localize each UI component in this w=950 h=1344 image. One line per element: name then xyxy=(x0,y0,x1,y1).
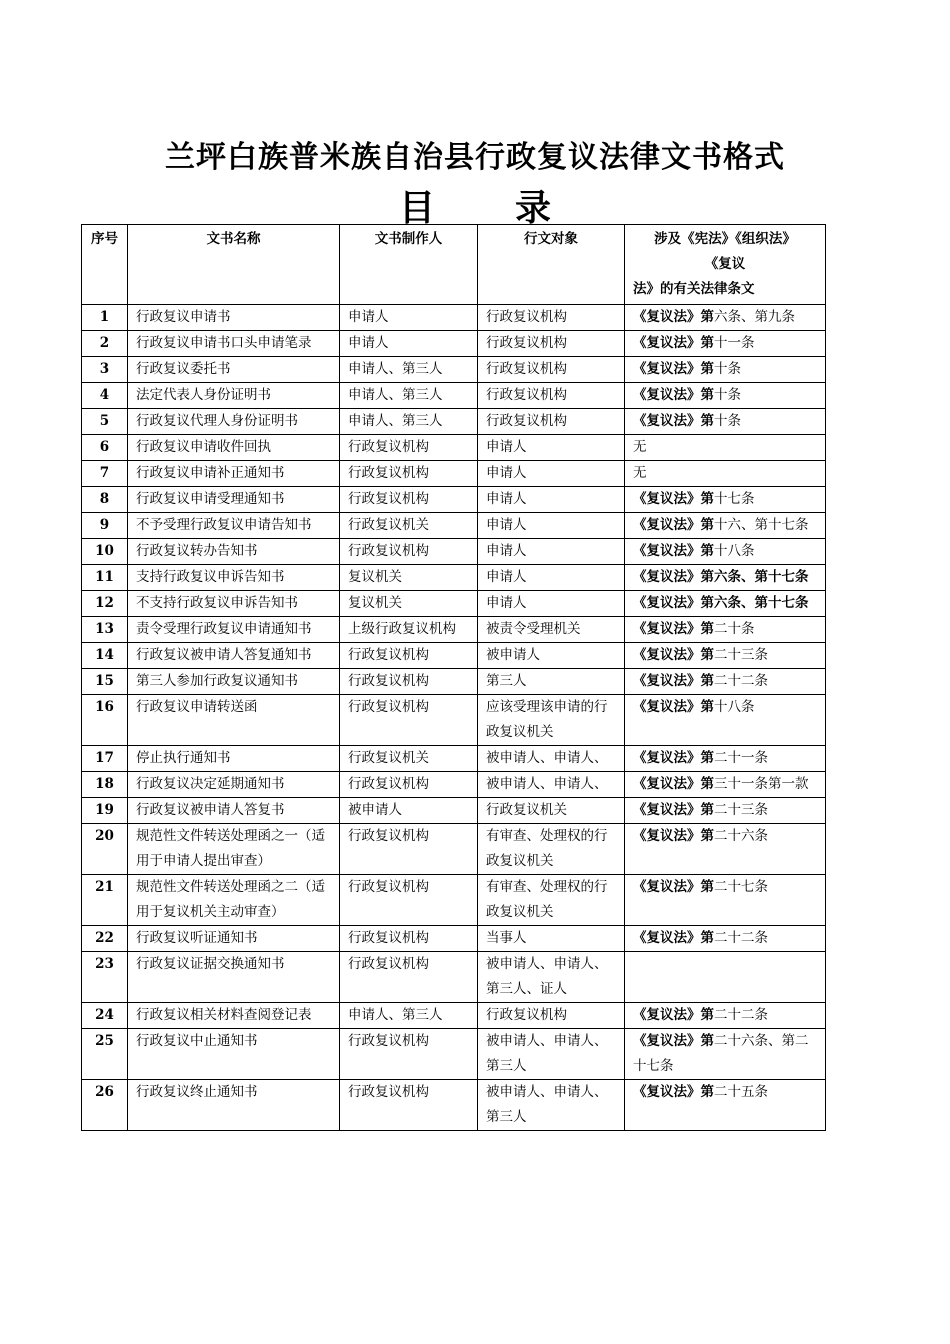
law-book-reference: 《复议法》第 xyxy=(633,673,714,689)
law-article-text: 二十条 xyxy=(714,621,755,637)
row-target: 申请人 xyxy=(478,461,625,487)
row-number: 13 xyxy=(82,617,128,643)
row-document-maker: 行政复议机构 xyxy=(340,772,478,798)
table-header-row xyxy=(82,225,826,305)
header-maker: 文书制作人 xyxy=(340,225,478,305)
row-number: 3 xyxy=(82,357,128,383)
row-document-maker: 申请人、第三人 xyxy=(340,357,478,383)
row-law-articles xyxy=(625,487,826,513)
table-row xyxy=(82,952,826,1003)
row-law-articles xyxy=(625,1003,826,1029)
header-num: 序号 xyxy=(82,225,128,305)
row-target: 申请人 xyxy=(478,435,625,461)
table-row xyxy=(82,513,826,539)
row-document-maker: 行政复议机构 xyxy=(340,695,478,746)
row-document-maker: 行政复议机构 xyxy=(340,539,478,565)
law-article-text: 二十七条 xyxy=(714,879,768,895)
row-law-articles xyxy=(625,695,826,746)
table-row xyxy=(82,357,826,383)
table-row xyxy=(82,798,826,824)
law-article-text: 二十二条 xyxy=(714,930,768,946)
row-law-articles xyxy=(625,305,826,331)
table-row xyxy=(82,409,826,435)
row-document-name: 行政复议相关材料查阅登记表 xyxy=(128,1003,340,1029)
law-book-reference: 《复议法》第 xyxy=(633,621,714,637)
table-row xyxy=(82,539,826,565)
law-book-reference: 《复议法》第 xyxy=(633,517,714,533)
table-row xyxy=(82,1080,826,1131)
row-number: 20 xyxy=(82,824,128,875)
table-row xyxy=(82,824,826,875)
law-book-reference: 《复议法》第 xyxy=(633,413,714,429)
row-law-articles xyxy=(625,357,826,383)
row-document-maker: 申请人 xyxy=(340,305,478,331)
row-law-articles xyxy=(625,435,826,461)
row-number: 9 xyxy=(82,513,128,539)
table-row xyxy=(82,617,826,643)
row-number: 16 xyxy=(82,695,128,746)
row-target: 有审查、处理权的行政复议机关 xyxy=(478,824,625,875)
law-article-text: 二十三条 xyxy=(714,802,768,818)
row-target: 行政复议机构 xyxy=(478,1003,625,1029)
row-target: 行政复议机构 xyxy=(478,409,625,435)
row-law-articles xyxy=(625,331,826,357)
header-law-line1: 涉及《宪法》《组织法》 xyxy=(654,231,796,247)
row-number: 21 xyxy=(82,875,128,926)
row-target: 当事人 xyxy=(478,926,625,952)
law-article-text: 六条、第九条 xyxy=(714,309,795,325)
law-article-text: 二十五条 xyxy=(714,1084,768,1100)
row-document-maker: 行政复议机构 xyxy=(340,669,478,695)
row-document-name: 行政复议申请转送函 xyxy=(128,695,340,746)
table-row xyxy=(82,926,826,952)
law-book-reference: 《复议法》第 xyxy=(633,1007,714,1023)
row-document-name: 不予受理行政复议申请告知书 xyxy=(128,513,340,539)
row-target: 被责令受理机关 xyxy=(478,617,625,643)
row-target: 申请人 xyxy=(478,487,625,513)
table-row xyxy=(82,331,826,357)
law-book-reference: 《复议法》第 xyxy=(633,750,714,766)
row-number: 15 xyxy=(82,669,128,695)
row-law-articles xyxy=(625,875,826,926)
row-document-name: 规范性文件转送处理函之一（适用于申请人提出审查） xyxy=(128,824,340,875)
row-document-name: 行政复议代理人身份证明书 xyxy=(128,409,340,435)
header-name: 文书名称 xyxy=(128,225,340,305)
row-number: 26 xyxy=(82,1080,128,1131)
row-document-name: 行政复议证据交换通知书 xyxy=(128,952,340,1003)
row-number: 10 xyxy=(82,539,128,565)
table-row xyxy=(82,875,826,926)
row-target: 被申请人、申请人、 xyxy=(478,772,625,798)
table-row xyxy=(82,643,826,669)
row-number: 2 xyxy=(82,331,128,357)
row-document-name: 行政复议申请受理通知书 xyxy=(128,487,340,513)
table-row xyxy=(82,461,826,487)
row-document-name: 行政复议委托书 xyxy=(128,357,340,383)
header-target: 行文对象 xyxy=(478,225,625,305)
row-target: 应该受理该申请的行政复议机关 xyxy=(478,695,625,746)
row-document-name: 行政复议申请书口头申请笔录 xyxy=(128,331,340,357)
row-law-articles xyxy=(625,1029,826,1080)
row-target: 被申请人、申请人、第三人、证人 xyxy=(478,952,625,1003)
law-article-text: 二十三条 xyxy=(714,647,768,663)
row-document-maker: 复议机关 xyxy=(340,591,478,617)
row-law-articles xyxy=(625,926,826,952)
header-law-line3: 法》的有关法律条文 xyxy=(633,281,755,297)
table-row xyxy=(82,695,826,746)
table-row xyxy=(82,1029,826,1080)
row-law-articles xyxy=(625,591,826,617)
law-article-text: 十八条 xyxy=(714,699,755,715)
row-document-maker: 行政复议机关 xyxy=(340,746,478,772)
law-article-text: 十六、第十七条 xyxy=(714,517,809,533)
law-book-reference: 《复议法》第 xyxy=(633,647,714,663)
law-book-reference: 《复议法》第 xyxy=(633,930,714,946)
row-number: 17 xyxy=(82,746,128,772)
row-target: 行政复议机关 xyxy=(478,798,625,824)
row-document-name: 不支持行政复议申诉告知书 xyxy=(128,591,340,617)
row-law-articles xyxy=(625,383,826,409)
row-document-name: 行政复议听证通知书 xyxy=(128,926,340,952)
toc-table xyxy=(81,224,826,1131)
row-number: 25 xyxy=(82,1029,128,1080)
row-document-name: 行政复议被申请人答复通知书 xyxy=(128,643,340,669)
law-article-text: 十条 xyxy=(714,387,741,403)
row-document-maker: 上级行政复议机构 xyxy=(340,617,478,643)
row-document-name: 法定代表人身份证明书 xyxy=(128,383,340,409)
row-target: 申请人 xyxy=(478,591,625,617)
row-target: 被申请人、申请人、第三人 xyxy=(478,1029,625,1080)
table-row xyxy=(82,1003,826,1029)
table-row xyxy=(82,305,826,331)
row-document-name: 责令受理行政复议申请通知书 xyxy=(128,617,340,643)
row-number: 24 xyxy=(82,1003,128,1029)
row-document-maker: 行政复议机关 xyxy=(340,513,478,539)
law-book-reference: 《复议法》第 xyxy=(633,699,714,715)
row-document-maker: 行政复议机构 xyxy=(340,435,478,461)
header-law xyxy=(625,225,826,305)
law-book-reference: 《复议法》第 xyxy=(633,387,714,403)
row-law-articles xyxy=(625,669,826,695)
table-row xyxy=(82,435,826,461)
row-number: 8 xyxy=(82,487,128,513)
row-law-articles xyxy=(625,539,826,565)
row-document-maker: 行政复议机构 xyxy=(340,487,478,513)
law-book-reference: 《复议法》第 xyxy=(633,361,714,377)
row-target: 行政复议机构 xyxy=(478,305,625,331)
law-book-reference: 《复议法》第六条、第十七条 xyxy=(633,595,809,611)
row-target: 申请人 xyxy=(478,539,625,565)
row-document-maker: 行政复议机构 xyxy=(340,875,478,926)
row-law-articles xyxy=(625,409,826,435)
law-book-reference: 《复议法》第 xyxy=(633,335,714,351)
row-number: 14 xyxy=(82,643,128,669)
row-document-maker: 行政复议机构 xyxy=(340,1080,478,1131)
row-law-articles xyxy=(625,643,826,669)
row-document-maker: 申请人 xyxy=(340,331,478,357)
table-row xyxy=(82,565,826,591)
law-book-reference: 《复议法》第六条、第十七条 xyxy=(633,569,809,585)
row-document-name: 行政复议中止通知书 xyxy=(128,1029,340,1080)
header-law-line2: 《复议 xyxy=(704,256,746,272)
row-target: 申请人 xyxy=(478,513,625,539)
law-article-text: 十条 xyxy=(714,413,741,429)
row-document-maker: 行政复议机构 xyxy=(340,461,478,487)
table-row xyxy=(82,591,826,617)
row-document-name: 行政复议申请补正通知书 xyxy=(128,461,340,487)
law-article-text: 十条 xyxy=(714,361,741,377)
row-target: 行政复议机构 xyxy=(478,383,625,409)
law-article-text: 二十二条 xyxy=(714,1007,768,1023)
row-document-maker: 申请人、第三人 xyxy=(340,409,478,435)
row-document-name: 行政复议被申请人答复书 xyxy=(128,798,340,824)
table-row xyxy=(82,487,826,513)
row-document-maker: 行政复议机构 xyxy=(340,824,478,875)
document-title: 兰坪白族普米族自治县行政复议法律文书格式 xyxy=(165,140,785,175)
table-row xyxy=(82,383,826,409)
law-article-text: 二十一条 xyxy=(714,750,768,766)
row-target: 申请人 xyxy=(478,565,625,591)
row-target: 行政复议机构 xyxy=(478,331,625,357)
row-target: 行政复议机构 xyxy=(478,357,625,383)
law-article-text: 十一条 xyxy=(714,335,755,351)
law-article-text: 二十二条 xyxy=(714,673,768,689)
table-row xyxy=(82,746,826,772)
row-target: 有审查、处理权的行政复议机关 xyxy=(478,875,625,926)
row-document-maker: 被申请人 xyxy=(340,798,478,824)
row-law-articles xyxy=(625,1080,826,1131)
row-target: 被申请人、申请人、第三人 xyxy=(478,1080,625,1131)
table-row xyxy=(82,669,826,695)
law-book-reference: 《复议法》第 xyxy=(633,491,714,507)
row-law-articles xyxy=(625,461,826,487)
row-number: 11 xyxy=(82,565,128,591)
row-number: 12 xyxy=(82,591,128,617)
row-document-maker: 行政复议机构 xyxy=(340,643,478,669)
row-law-articles xyxy=(625,746,826,772)
row-document-name: 行政复议申请收件回执 xyxy=(128,435,340,461)
law-book-reference: 《复议法》第 xyxy=(633,776,714,792)
row-target: 被申请人、申请人、 xyxy=(478,746,625,772)
row-target: 第三人 xyxy=(478,669,625,695)
law-book-reference: 《复议法》第 xyxy=(633,828,714,844)
row-document-maker: 行政复议机构 xyxy=(340,952,478,1003)
law-book-reference: 《复议法》第 xyxy=(633,543,714,559)
row-number: 22 xyxy=(82,926,128,952)
law-article-text: 十八条 xyxy=(714,543,755,559)
row-law-articles xyxy=(625,565,826,591)
row-document-maker: 行政复议机构 xyxy=(340,926,478,952)
law-article-text: 二十六条 xyxy=(714,828,768,844)
document-subtitle: 目录 xyxy=(398,187,631,229)
row-document-maker: 复议机关 xyxy=(340,565,478,591)
row-law-articles xyxy=(625,617,826,643)
row-document-name: 行政复议申请书 xyxy=(128,305,340,331)
table-body xyxy=(82,305,826,1131)
row-number: 5 xyxy=(82,409,128,435)
row-document-name: 行政复议终止通知书 xyxy=(128,1080,340,1131)
law-book-reference: 《复议法》第 xyxy=(633,879,714,895)
row-number: 4 xyxy=(82,383,128,409)
law-article-text: 二十六条、第二十七条 xyxy=(633,1033,809,1074)
row-document-maker: 申请人、第三人 xyxy=(340,1003,478,1029)
row-document-name: 行政复议转办告知书 xyxy=(128,539,340,565)
law-article-text: 无 xyxy=(633,465,647,481)
row-document-maker: 行政复议机构 xyxy=(340,1029,478,1080)
row-number: 1 xyxy=(82,305,128,331)
law-article-text: 无 xyxy=(633,439,647,455)
law-article-text: 三十一条第一款 xyxy=(714,776,809,792)
row-law-articles xyxy=(625,513,826,539)
row-number: 19 xyxy=(82,798,128,824)
law-book-reference: 《复议法》第 xyxy=(633,1084,714,1100)
table-row xyxy=(82,772,826,798)
row-document-maker: 申请人、第三人 xyxy=(340,383,478,409)
row-number: 7 xyxy=(82,461,128,487)
row-target: 被申请人 xyxy=(478,643,625,669)
row-number: 18 xyxy=(82,772,128,798)
row-document-name: 停止执行通知书 xyxy=(128,746,340,772)
row-law-articles xyxy=(625,798,826,824)
row-document-name: 行政复议决定延期通知书 xyxy=(128,772,340,798)
row-law-articles xyxy=(625,952,826,1003)
row-document-name: 第三人参加行政复议通知书 xyxy=(128,669,340,695)
row-law-articles xyxy=(625,824,826,875)
row-number: 6 xyxy=(82,435,128,461)
row-document-name: 规范性文件转送处理函之二（适用于复议机关主动审查） xyxy=(128,875,340,926)
law-article-text: 十七条 xyxy=(714,491,755,507)
law-book-reference: 《复议法》第 xyxy=(633,309,714,325)
law-book-reference: 《复议法》第 xyxy=(633,802,714,818)
row-law-articles xyxy=(625,772,826,798)
law-book-reference: 《复议法》第 xyxy=(633,1033,714,1049)
row-number: 23 xyxy=(82,952,128,1003)
row-document-name: 支持行政复议申诉告知书 xyxy=(128,565,340,591)
